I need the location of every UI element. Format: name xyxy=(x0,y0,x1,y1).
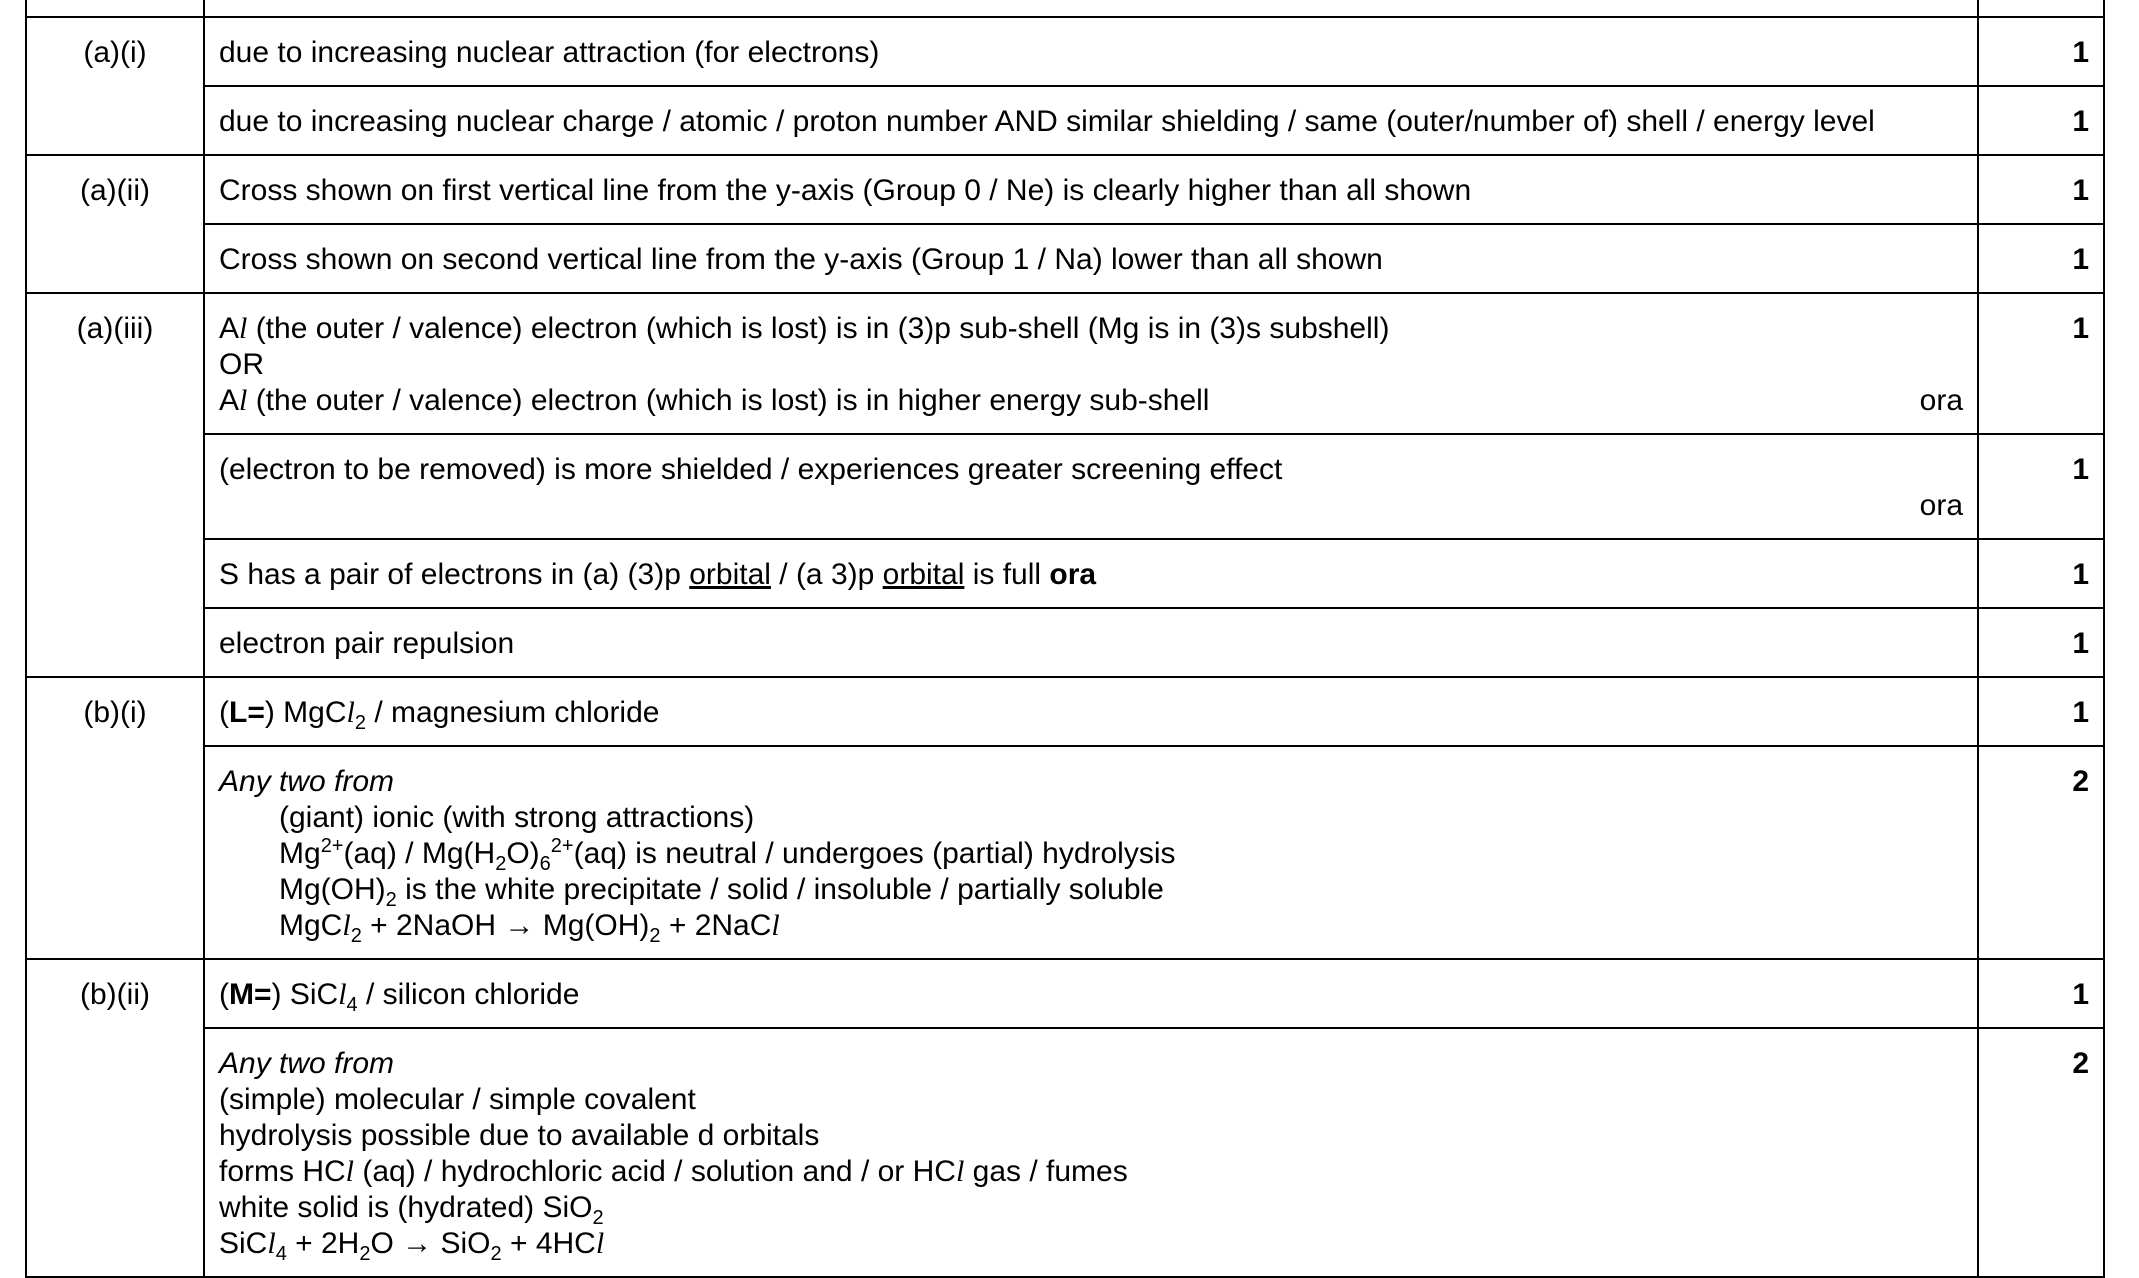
marks: 2 xyxy=(1978,1028,2104,1277)
list-item: hydrolysis possible due to available d orbitals xyxy=(219,1119,820,1152)
list-heading: Any two from xyxy=(219,1047,395,1080)
header-cell-marks xyxy=(1978,0,2104,17)
text-run: O) xyxy=(506,837,540,870)
text-run: gas / fumes xyxy=(964,1155,1128,1188)
question-number: (b)(ii) xyxy=(26,959,204,1277)
text-run: MgC xyxy=(279,909,343,942)
or-line: OR xyxy=(219,348,264,381)
ora-note: ora xyxy=(1919,489,1963,522)
text-run: ) SiC xyxy=(271,978,339,1011)
marks: 1 xyxy=(1978,224,2104,293)
answer-text xyxy=(204,434,1978,539)
text-run: (aq) / hydrochloric acid / solution and / or HC xyxy=(354,1155,956,1188)
list-item: (giant) ionic (with strong attractions) xyxy=(279,801,755,834)
list-item xyxy=(219,1154,1963,1190)
table-row xyxy=(26,224,2104,293)
superscript: 2+ xyxy=(320,835,344,857)
symbol-al-a: A xyxy=(219,384,240,417)
table-row xyxy=(26,1028,2104,1277)
list-item xyxy=(219,872,1963,911)
answer-text: Cross shown on first vertical line from the y-axis (Group 0 / Ne) is clearly higher than all shown xyxy=(204,155,1978,224)
symbol-l: l xyxy=(342,909,351,942)
table-row xyxy=(26,746,2104,959)
marks: 1 xyxy=(1978,17,2104,86)
symbol-l: l xyxy=(345,1155,355,1188)
mark-scheme-table xyxy=(25,0,2105,1278)
subscript: 2 xyxy=(385,889,397,911)
answer-text xyxy=(204,1028,1978,1277)
symbol-l: l xyxy=(595,1227,605,1260)
text-run: (aq) / Mg(H xyxy=(343,837,496,870)
marks: 1 xyxy=(1978,86,2104,155)
list-item: (simple) molecular / simple covalent xyxy=(219,1083,696,1116)
table-row xyxy=(26,434,2104,539)
symbol-l: l xyxy=(267,1227,276,1260)
table-row xyxy=(26,539,2104,608)
subscript: 2 xyxy=(354,712,366,734)
marks: 1 xyxy=(1978,959,2104,1028)
subscript: 2 xyxy=(490,1243,502,1265)
answer-line xyxy=(219,311,1963,347)
list-item xyxy=(219,1190,1963,1229)
text-run: SiC xyxy=(219,1227,268,1260)
table-row xyxy=(26,86,2104,155)
text-run: ) MgC xyxy=(264,696,347,729)
compound-letter: L= xyxy=(229,696,265,729)
text-run: + 2H xyxy=(286,1227,360,1260)
answer-text xyxy=(204,677,1978,746)
answer-text: Cross shown on second vertical line from the y-axis (Group 1 / Na) lower than all shown xyxy=(204,224,1978,293)
answer-text xyxy=(204,746,1978,959)
ora-note: ora xyxy=(1049,558,1097,591)
symbol-al-a: A xyxy=(219,312,240,345)
text-run: / (a 3)p xyxy=(770,558,883,591)
text-run: is full xyxy=(964,558,1050,591)
table-row xyxy=(26,677,2104,746)
header-cell-question xyxy=(26,0,204,17)
text-run: + 4HC xyxy=(501,1227,596,1260)
underlined-term: orbital xyxy=(689,558,771,591)
table-row xyxy=(26,17,2104,86)
text-run: S has a pair of electrons in (a) (3)p xyxy=(219,558,690,591)
answer-text: due to increasing nuclear attraction (for electrons) xyxy=(204,17,1978,86)
symbol-al-l: l xyxy=(239,312,248,345)
text-run: Mg xyxy=(279,837,321,870)
symbol-al-l: l xyxy=(239,384,248,417)
list-item xyxy=(219,1226,1963,1265)
subscript: 6 xyxy=(539,853,551,875)
text-run: / magnesium chloride xyxy=(366,696,660,729)
question-number: (b)(i) xyxy=(26,677,204,959)
marks: 1 xyxy=(1978,539,2104,608)
marks: 1 xyxy=(1978,608,2104,677)
answer-text xyxy=(204,293,1978,434)
subscript: 4 xyxy=(275,1243,287,1265)
subscript: 2 xyxy=(495,853,507,875)
text-run: + 2NaOH → Mg(OH) xyxy=(361,909,650,942)
question-number: (a)(iii) xyxy=(26,293,204,677)
answer-line-text: (the outer / valence) electron (which is lost) is in (3)p sub-shell (Mg is in (3)s subshell) xyxy=(247,312,1390,345)
table-row xyxy=(26,155,2104,224)
text-run: (aq) is neutral / undergoes (partial) hydrolysis xyxy=(573,837,1176,870)
underlined-term: orbital xyxy=(882,558,965,591)
text-run: + 2NaC xyxy=(660,909,772,942)
table-row xyxy=(26,608,2104,677)
superscript: 2+ xyxy=(550,835,574,857)
marks: 1 xyxy=(1978,155,2104,224)
ora-note: ora xyxy=(1919,384,1963,417)
text-run: ( xyxy=(219,696,229,729)
answer-line: (electron to be removed) is more shielded / experiences greater screening effect xyxy=(219,453,1283,486)
marks: 1 xyxy=(1978,293,2104,434)
subscript: 4 xyxy=(346,994,358,1016)
text-run: is the white precipitate / solid / insoluble / partially soluble xyxy=(396,873,1164,906)
answer-text xyxy=(204,959,1978,1028)
list-item xyxy=(219,835,1963,875)
header-cell-answer xyxy=(204,0,1978,17)
answer-text: electron pair repulsion xyxy=(204,608,1978,677)
answer-text xyxy=(204,539,1978,608)
text-run: O → SiO xyxy=(370,1227,491,1260)
marks: 2 xyxy=(1978,746,2104,959)
text-run: Mg(OH) xyxy=(279,873,386,906)
marks: 1 xyxy=(1978,677,2104,746)
subscript: 2 xyxy=(350,925,362,947)
answer-line-rest: (the outer / valence) electron (which is lost) is in higher energy sub-shell xyxy=(247,384,1210,417)
text-run: / silicon chloride xyxy=(357,978,580,1011)
text-run: ( xyxy=(219,978,229,1011)
compound-letter: M= xyxy=(229,978,272,1011)
answer-text: due to increasing nuclear charge / atomic / proton number AND similar shielding / same (outer/number of) shell / energy level xyxy=(204,86,1978,155)
list-item xyxy=(219,908,1963,947)
header-row xyxy=(26,0,2104,17)
question-number: (a)(ii) xyxy=(26,155,204,293)
list-heading: Any two from xyxy=(219,765,395,798)
text-run: white solid is (hydrated) SiO xyxy=(219,1191,593,1224)
symbol-l: l xyxy=(338,978,347,1011)
text-run: forms HC xyxy=(219,1155,346,1188)
symbol-l: l xyxy=(346,696,355,729)
marks: 1 xyxy=(1978,434,2104,539)
subscript: 2 xyxy=(649,925,661,947)
table-row xyxy=(26,293,2104,434)
symbol-l: l xyxy=(771,909,780,942)
subscript: 2 xyxy=(359,1243,371,1265)
symbol-l: l xyxy=(955,1155,965,1188)
table-row xyxy=(26,959,2104,1028)
answer-line xyxy=(219,383,1963,419)
answer-line-text xyxy=(219,383,1209,419)
subscript: 2 xyxy=(592,1207,604,1229)
question-number: (a)(i) xyxy=(26,17,204,155)
